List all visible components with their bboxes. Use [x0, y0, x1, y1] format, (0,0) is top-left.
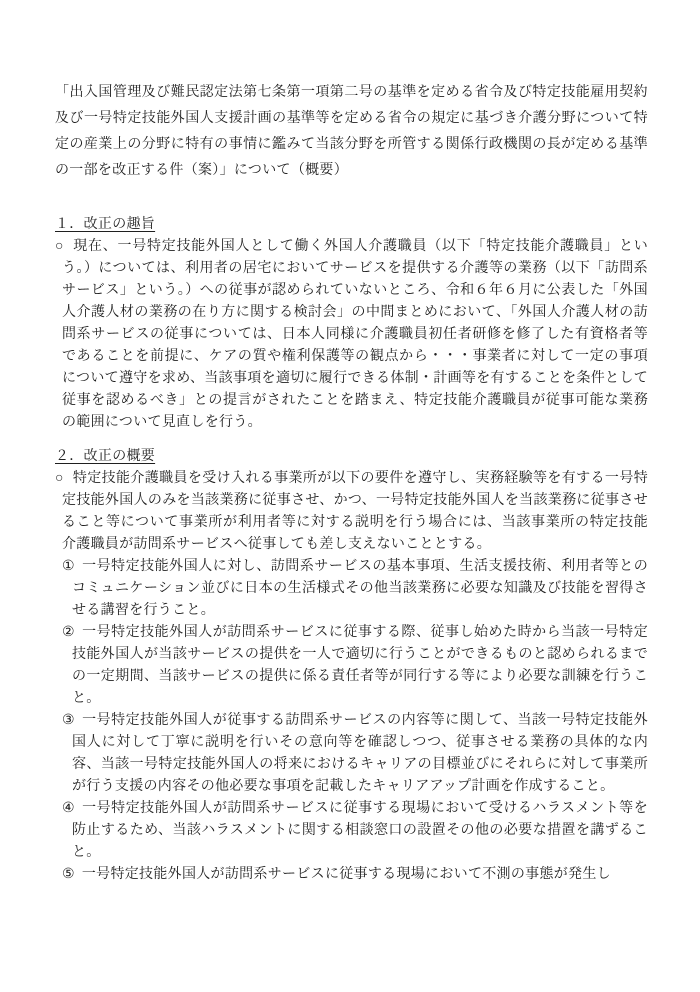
list-item: [55, 864, 648, 886]
circled-number-2: ②: [62, 625, 76, 640]
section1-heading: [55, 214, 648, 236]
list-item: [55, 622, 648, 710]
list-item: [55, 556, 648, 622]
section1-paragraph-text: 現在、一号特定技能外国人として働く外国人介護職員（以下「特定技能介護職員」という。）については、利用者の居宅においてサービスを提供する介護等の業務（以下「訪問系サービス」という。）への従事が認められていないところ、令和６年６月に公表した「外国人介護人材の業務の在り方に関する検討会」の中間まとめにおいて、「外国人介護人材の訪問系サービスの従事については、日本人同様に介護職員初任者研修を修了した有資格者等であることを前提に、ケアの質や権利保護等の観点から・・・事業者に対して一定の事項について遵守を求め、当該事項を適切に履行できる体制・計画等を有することを条件として従事を認めるべき」との提言がされたことを踏まえ、特定技能介護職員が従事可能な業務の範囲について見直しを行う。: [62, 239, 648, 430]
list-item-text: 一号特定技能外国人が訪問系サービスに従事する現場において受けるハラスメント等を防止するため、当該ハラスメントに関する相談窓口の設置その他の必要な措置を講ずること。: [72, 801, 648, 860]
list-item-text: 一号特定技能外国人が訪問系サービスに従事する際、従事し始めた時から当該一号特定技能外国人が当該サービスの提供を一人で適切に行うことができるものと認められるまでの一定期間、当該サービスの提供に係る責任者等が同行する等により必要な訓練を行うこと。: [72, 625, 648, 706]
circled-number-1: ①: [62, 559, 76, 574]
circled-number-5: ⑤: [62, 867, 75, 882]
section2-intro-paragraph: [55, 468, 648, 556]
list-item-text: 一号特定技能外国人が訪問系サービスに従事する現場において不測の事態が発生し: [81, 867, 611, 882]
document-title: 「出入国管理及び難民認定法第七条第一項第二号の基準を定める省令及び特定技能雇用契約及び一号特定技能外国人支援計画の基準等を定める省令の規定に基づき介護分野について特定の産業上の分野に特有の事情に鑑みて当該分野を所管する関係行政機関の長が定める基準の一部を改正する件（案）」について（概要）: [55, 85, 648, 178]
section2-heading: [55, 446, 648, 468]
section1-heading-text: １．改正の趣旨: [55, 217, 156, 232]
section2-heading-text: ２．改正の概要: [55, 449, 156, 464]
list-item: [55, 798, 648, 864]
section2-intro-text: 特定技能介護職員を受け入れる事業所が以下の要件を遵守し、実務経験等を有する一号特定技能外国人のみを当該業務に従事させ、かつ、一号特定技能外国人を当該業務に従事させること等について事業所が利用者等に対する説明を行う場合には、当該事業所の特定技能介護職員が訪問系サービスへ従事しても差し支えないこととする。: [62, 471, 648, 552]
circled-number-3: ③: [62, 713, 76, 728]
list-item: [55, 710, 648, 798]
list-item-text: 一号特定技能外国人が従事する訪問系サービスの内容等に関して、当該一号特定技能外国人に対して丁寧に説明を行いその意向等を確認しつつ、従事させる業務の具体的な内容、当該一号特定技能外国人の将来におけるキャリアの目標並びにそれらに対して事業所が行う支援の内容その他必要な事項を記載したキャリアアップ計画を作成すること。: [72, 713, 648, 794]
circle-bullet: ○: [55, 471, 64, 486]
section1-paragraph: [55, 236, 648, 434]
circle-bullet: ○: [55, 239, 65, 254]
circled-number-4: ④: [62, 801, 76, 816]
list-item-text: 一号特定技能外国人に対し、訪問系サービスの基本事項、生活支援技術、利用者等とのコミュニケーション並びに日本の生活様式その他当該業務に必要な知識及び技能を習得させる講習を行うこと。: [72, 559, 648, 618]
